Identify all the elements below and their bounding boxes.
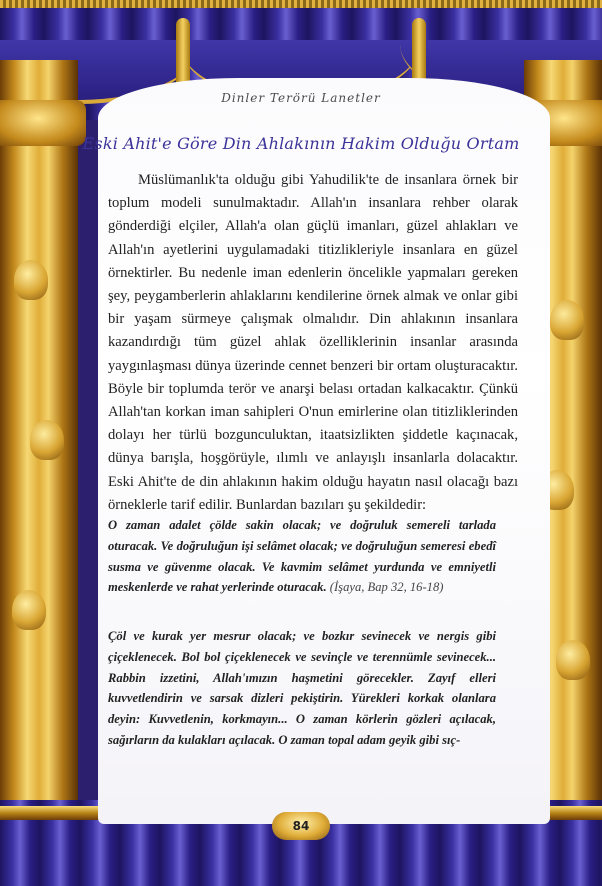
gold-ornament-icon [556,640,590,680]
body-text [108,169,518,517]
gold-ornament-icon [14,260,48,300]
quote-reference: (İşaya, Bap 32, 16-18) [329,580,444,595]
curtain-fringe [0,0,602,8]
gold-ornament-icon [12,590,46,630]
page-number: 84 [292,819,310,833]
scripture-quote-1 [108,515,496,598]
scripture-quote-2 [108,626,496,751]
body-paragraph: Müslümanlık'ta olduğu gibi Yahudilik'te de insanlara örnek bir toplum modeli sunulmaktadır. Allah'ın insanlara rehber olarak gönderdiği elçiler, Allah'a olan güçlü imanları, güzel ahlakları ve Allah'ın ayetlerini uygulamadaki titizlikleriyle insanlara en güzel örnektirler. Bu nedenle iman edenlerin öncelikle yapmaları gereken şey, peygamberlerin ahlaklarını kendilerine örnek almak ve onlar gibi bir yaşam sürmeye çalışmak olmalıdır. Din ahlakının insanlara kazandırdığı tüm güzel ahlak özelliklerinin insanlar arasında yaygınlaşması dünya üzerinde cennet benzeri bir ortam oluşturacaktır. Böyle bir toplumda terör ve anarşi belası ortadan kalkacaktır. Çünkü Allah'tan korkan iman sahipleri O'nun emirlerine olan titizliklerinden dolayı her türlü bozgunculuktan, itaatsizlikten şiddetle kaçınacak, dünya barışla, hoşgörüyle, ılımlı ve anlayışlı insanlarla dolacaktır. Eski Ahit'te de din ahlakının hakim olduğu hayatın nasıl olacağı bazı örneklerle tarif edilir. Bunlardan bazıları şu şekildedir: [108,172,518,513]
gold-ornament-icon [550,300,584,340]
quote-text: Çöl ve kurak yer mesrur olacak; ve bozkır sevinecek ve nergis gibi çiçeklenecek. Bol bol çiçeklenecek ve sevinçle ve terennümle sevinecek... Rabbin izzetini, Allah'ımızın haşmetini görecekler. Zayıf elleri kuvvetlendirin ve sarsak dizleri pekiştirin. Yürekleri korkak olanlara deyin: Kuvvetlenin, korkmayın... O zaman körlerin gözleri açılacak, sağırların da kulakları açılacak. O zaman topal adam geyik gibi sıç- [108,629,496,747]
quote-text: O zaman adalet çölde sakin olacak; ve doğruluk semereli tarlada oturacak. Ve doğruluğun işi selâmet olacak; ve doğruluğun semeresi ebedî susma ve güvenme olacak. Ve kavmim selâmet yurdunda ve emniyetli meskenlerde ve rahat yerlerinde oturacak. [108,518,496,595]
gold-ornament-icon [30,420,64,460]
running-header: Dinler Terörü Lanetler [221,91,381,105]
section-heading: Eski Ahit'e Göre Din Ahlakının Hakim Olduğu Ortam [82,134,520,153]
